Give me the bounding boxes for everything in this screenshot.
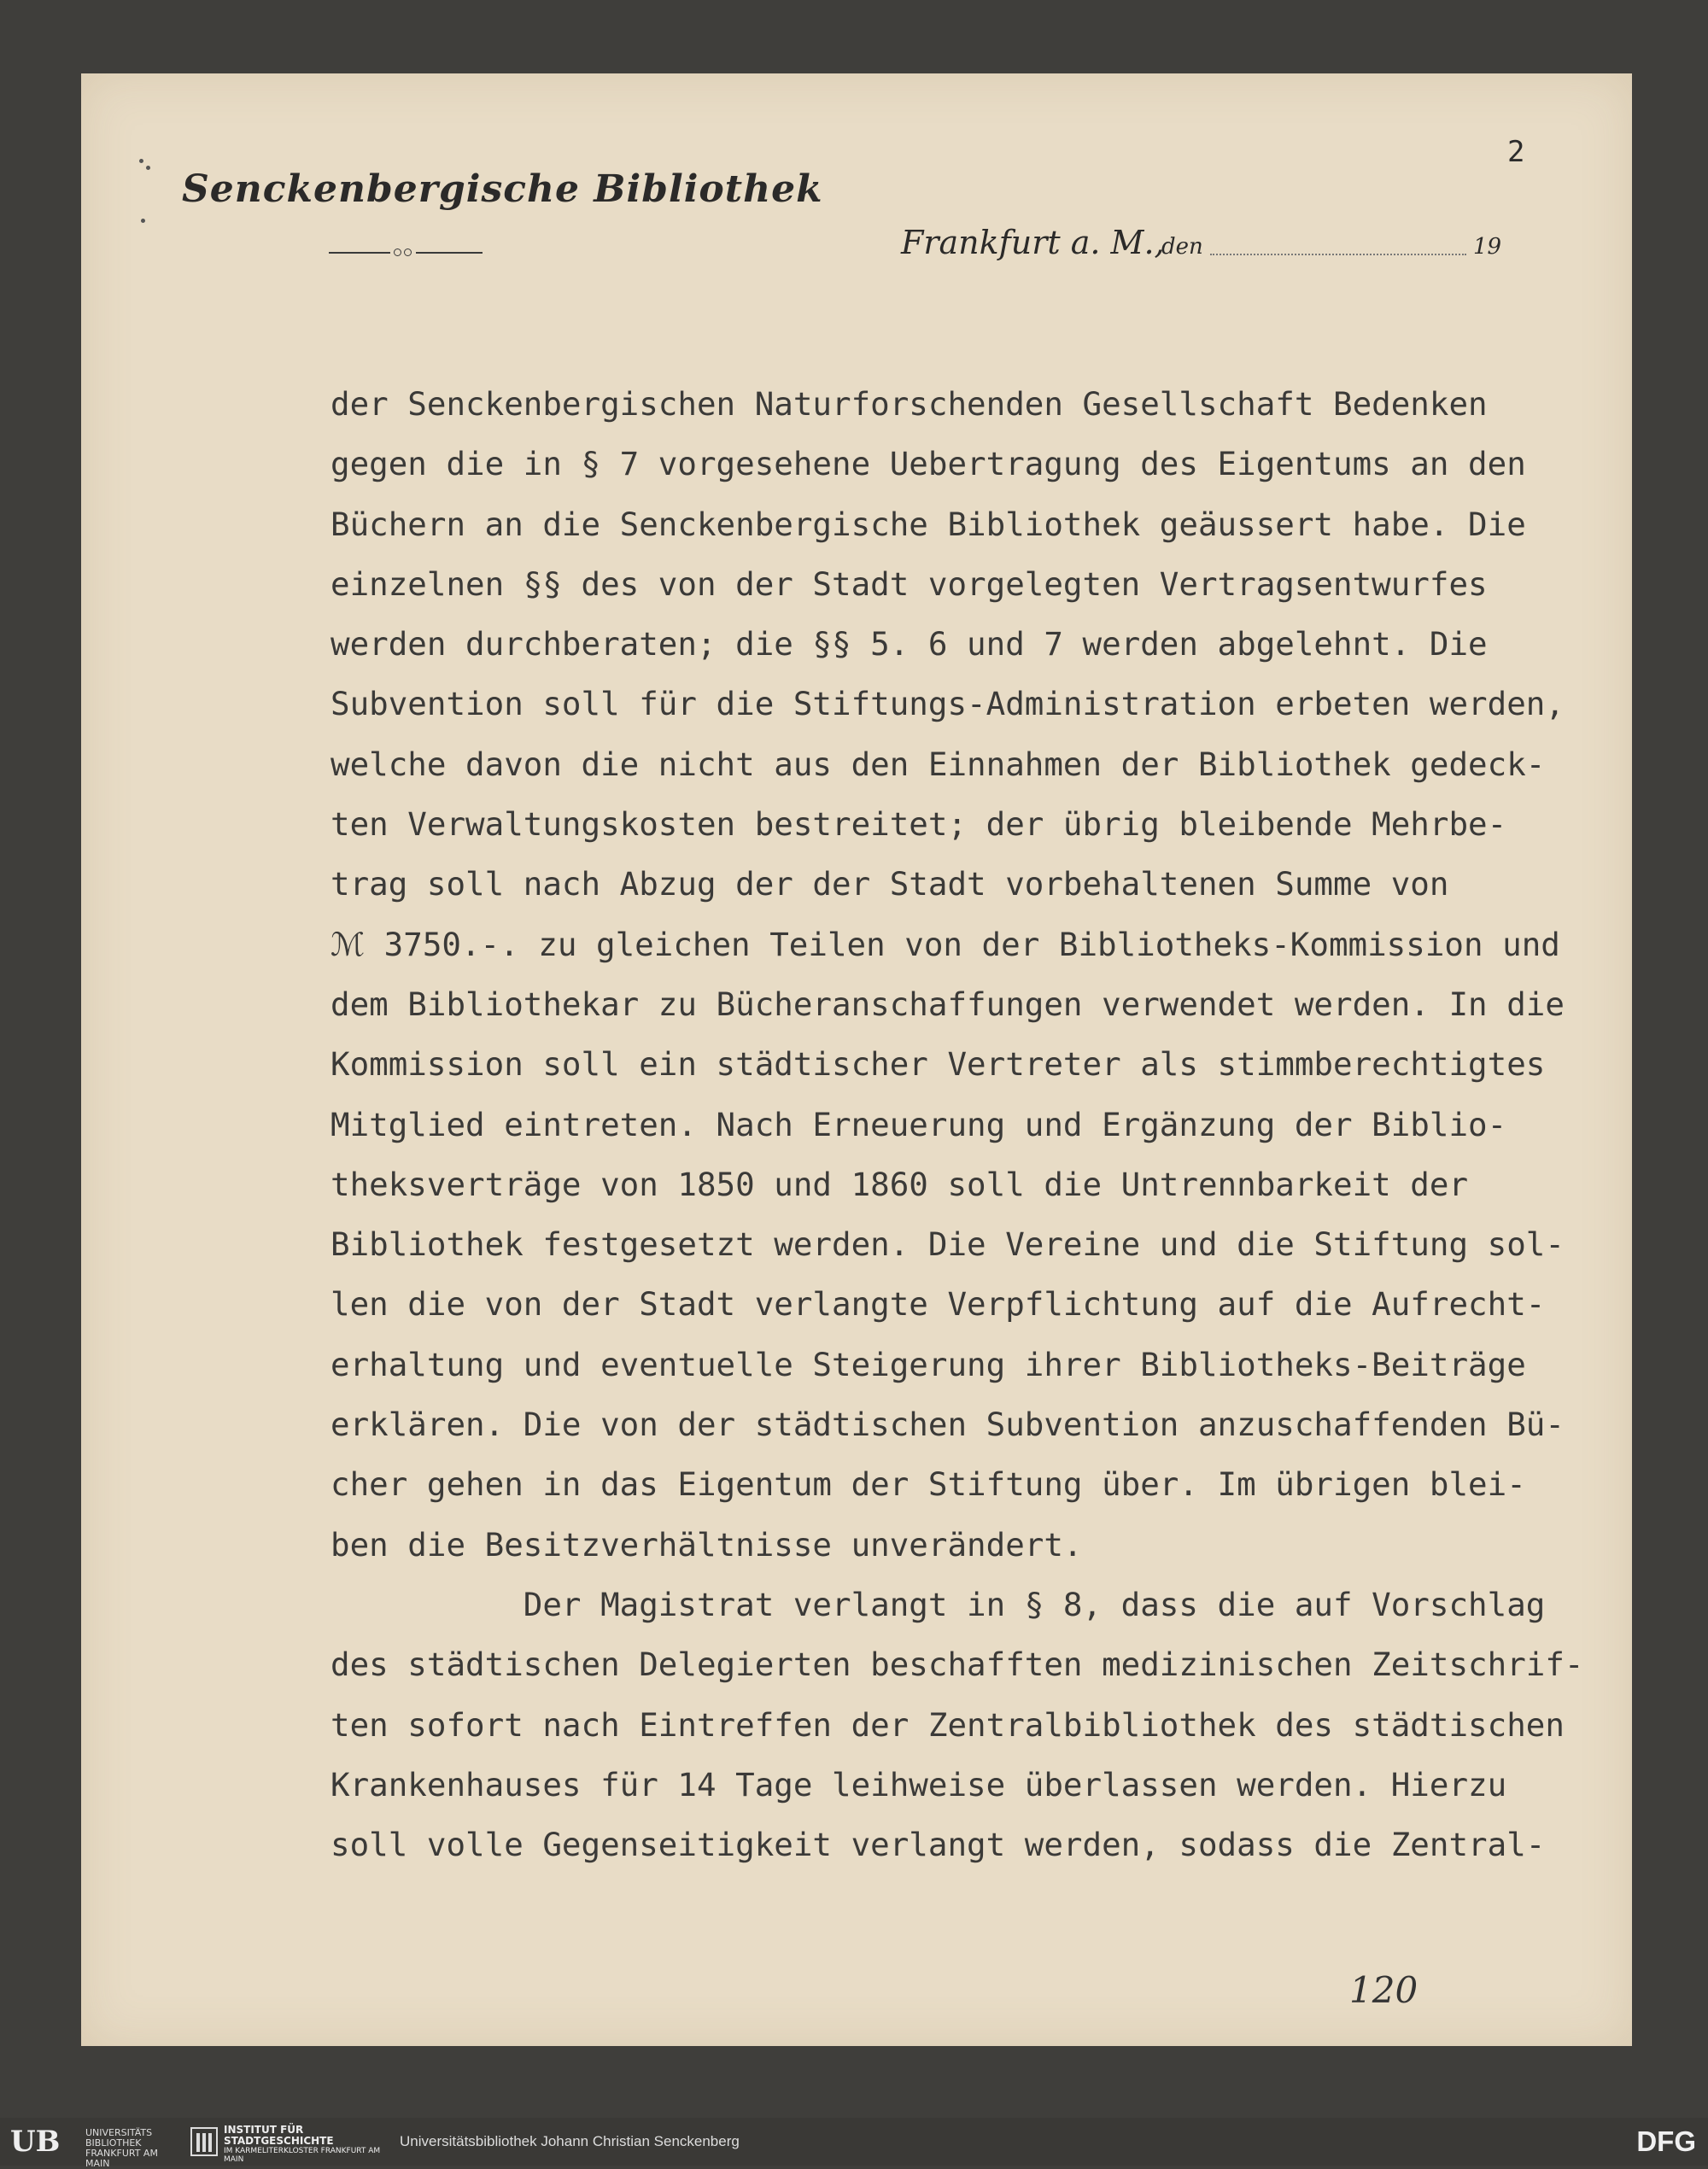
text-line: werden durchberaten; die §§ 5. 6 und 7 werden abgelehnt. Die [330, 625, 1488, 664]
text-line: Kommission soll ein städtischer Vertreter als stimmberechtigtes [330, 1045, 1546, 1084]
text-line: len die von der Stadt verlangte Verpflichtung auf die Aufrecht- [330, 1285, 1546, 1324]
text-line: erklären. Die von der städtischen Subvention anzuschaffenden Bü- [330, 1406, 1565, 1444]
typed-body-text [330, 374, 1594, 1874]
text-line: ten sofort nach Eintreffen der Zentralbibliothek des städtischen [330, 1705, 1565, 1744]
ub-logo: UB [10, 2125, 61, 2159]
dateline-year: 19 [1473, 234, 1502, 260]
handwritten-note: 120 [1349, 1969, 1418, 2011]
text-line: ben die Besitzverhältnisse unverändert. [330, 1525, 1083, 1564]
text-line: Mitglied eintreten. Nach Erneuerung und Ergänzung der Biblio- [330, 1105, 1507, 1143]
text-line: Subvention soll für die Stiftungs-Administration erbeten werden, [330, 685, 1565, 723]
text-line: trag soll nach Abzug der der Stadt vorbehaltenen Summe von [330, 865, 1449, 903]
text-line: der Senckenbergischen Naturforschenden Gesellschaft Bedenken [330, 385, 1488, 423]
text-line: erhaltung und eventuelle Steigerung ihrer Bibliotheks-Beiträge [330, 1345, 1526, 1383]
dfg-logo: DFG [1636, 2125, 1696, 2157]
institute-name [224, 2125, 395, 2164]
text-line: theksverträge von 1850 und 1860 soll die Untrennbarkeit der [330, 1165, 1469, 1203]
text-line: gegen die in § 7 vorgesehene Uebertragung des Eigentums an den [330, 445, 1526, 483]
text-line: Büchern an die Senckenbergische Bibliothek geäussert habe. Die [330, 505, 1526, 543]
text-line: einzelnen §§ des von der Stadt vorgelegten Vertragsentwurfes [330, 564, 1488, 603]
dateline-den: den [1161, 234, 1203, 260]
page-number: 2 [1507, 135, 1525, 169]
dateline-blank [1210, 254, 1466, 255]
document-page [81, 73, 1632, 2046]
institute-subtitle: IM KARMELITERKLOSTER FRANKFURT AM MAIN [224, 2147, 381, 2164]
institute-logo-icon [190, 2126, 219, 2157]
text-line: cher gehen in das Eigentum der Stiftung über. Im übrigen blei- [330, 1465, 1526, 1504]
ub-logo-subtitle: UNIVERSITÄTS BIBLIOTHEK FRANKFURT AM MAIN [85, 2127, 158, 2169]
text-line: Krankenhauses für 14 Tage leihweise überlassen werden. Hierzu [330, 1765, 1507, 1804]
text-line: ℳ 3750.-. zu gleichen Teilen von der Bibliotheks-Kommission und [330, 925, 1560, 963]
footer-credit: Universitätsbibliothek Johann Christian Senckenberg [400, 2133, 740, 2149]
text-line: welche davon die nicht aus den Einnahmen der Bibliothek gedeck- [330, 745, 1546, 783]
text-line: soll volle Gegenseitigkeit verlangt werden, sodass die Zentral- [330, 1826, 1546, 1864]
footer-bar [0, 2118, 1708, 2169]
margin-dots [139, 159, 151, 227]
dateline-place: Frankfurt a. M., [901, 224, 1165, 261]
text-line: dem Bibliothekar zu Bücheranschaffungen verwendet werden. In die [330, 985, 1565, 1023]
dateline [901, 224, 1567, 266]
text-line: Bibliothek festgesetzt werden. Die Vereine und die Stiftung sol- [330, 1225, 1565, 1264]
institute-title: INSTITUT FÜR STADTGESCHICHTE [224, 2124, 334, 2147]
letterhead-ornament [329, 248, 483, 258]
text-line: Der Magistrat verlangt in § 8, dass die auf Vorschlag [330, 1585, 1546, 1623]
letterhead-title: Senckenbergische Bibliothek [182, 167, 823, 211]
text-line: ten Verwaltungskosten bestreitet; der übrig bleibende Mehrbe- [330, 805, 1507, 844]
text-line: des städtischen Delegierten beschafften medizinischen Zeitschrif- [330, 1646, 1584, 1684]
